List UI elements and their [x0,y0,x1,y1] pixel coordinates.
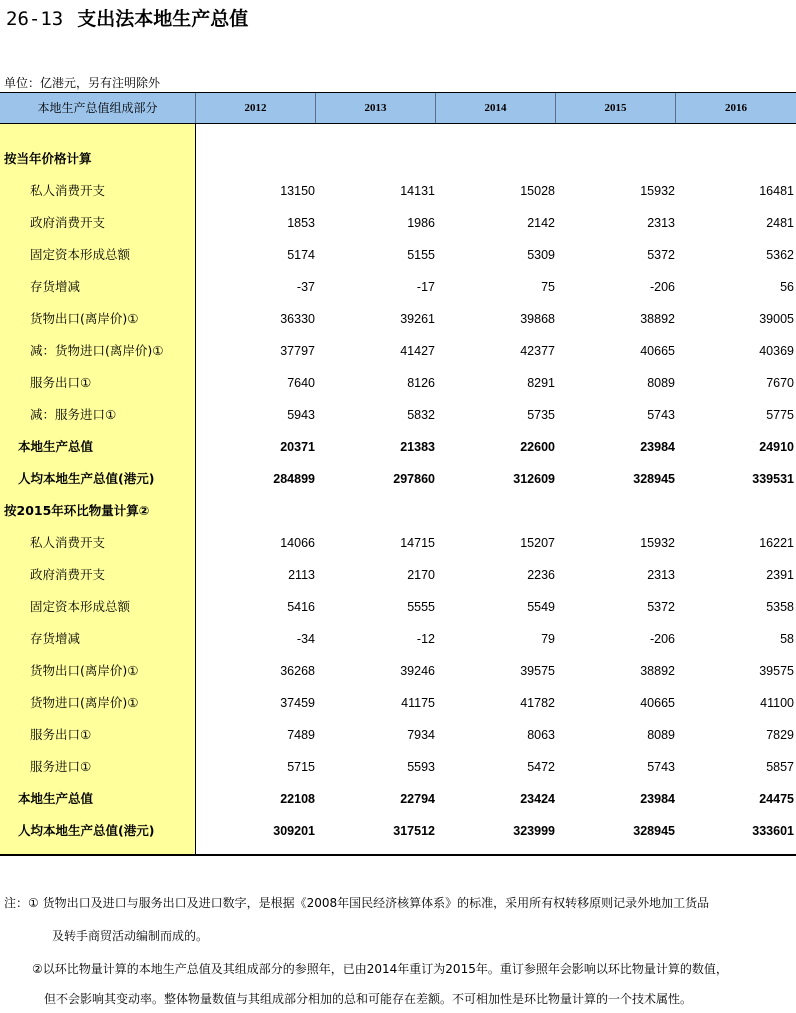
value-cell: 14131 [400,184,435,198]
row-label: 货物出口(离岸价)① [30,663,139,678]
row-label: 本地生产总值 [18,791,94,806]
value-cell: 37797 [280,344,315,358]
value-cell: 58 [780,632,794,646]
value-cell: -34 [296,632,315,646]
value-cell: 5174 [287,248,315,262]
section-row [0,143,796,175]
value-cell: 5943 [287,408,315,422]
header-label: 本地生产总值组成部分 [37,101,158,115]
table-header [0,93,796,124]
value-cell: 22108 [280,792,315,806]
value-cell: 7489 [287,728,315,742]
value-cell: 317512 [393,824,435,838]
section-row [0,495,796,527]
table-row [0,527,796,559]
value-cell: 38892 [640,664,675,678]
header-year-2016: 2016 [675,93,796,123]
value-cell: 328945 [633,824,675,838]
value-cell: 7829 [766,728,794,742]
value-cell: 5743 [647,408,675,422]
value-cell: 2313 [647,216,675,230]
value-cell: 1986 [407,216,435,230]
value-cell: 8291 [527,376,555,390]
value-cell: 40665 [640,696,675,710]
page-title [6,4,248,34]
value-cell: 5309 [527,248,555,262]
value-cell: 15207 [520,536,555,550]
table-row [0,559,796,591]
value-cell: 41427 [400,344,435,358]
table-row [0,335,796,367]
value-cell: 14066 [280,536,315,550]
table-row [0,367,796,399]
value-cell: 39246 [400,664,435,678]
table-row [0,431,796,463]
value-cell: 75 [541,280,555,294]
value-cell: 8089 [647,728,675,742]
value-cell: 15028 [520,184,555,198]
table-title: 支出法本地生产总值 [77,8,249,30]
value-cell: 13150 [280,184,315,198]
value-cell: 39575 [759,664,794,678]
value-cell: 5555 [407,600,435,614]
value-cell: 2142 [527,216,555,230]
table-row [0,271,796,303]
value-cell: 8126 [407,376,435,390]
value-cell: -17 [416,280,435,294]
value-cell: -12 [416,632,435,646]
value-cell: 15932 [640,184,675,198]
table-row [0,463,796,495]
row-label: 减：服务进口① [30,407,117,422]
value-cell: 1853 [287,216,315,230]
table-row [0,815,796,847]
value-cell: 24475 [759,792,794,806]
header-year-2013: 2013 [315,93,435,123]
row-label: 人均本地生产总值(港元) [18,471,155,486]
value-cell: 328945 [633,472,675,486]
value-cell: 5358 [766,600,794,614]
value-cell: 5416 [287,600,315,614]
value-cell: 16221 [759,536,794,550]
row-label: 存货增减 [30,631,81,646]
value-cell: 2113 [288,568,315,582]
value-cell: 5715 [287,760,315,774]
row-label: 政府消费开支 [30,215,106,230]
value-cell: 312609 [513,472,555,486]
value-cell: 5857 [766,760,794,774]
value-cell: 2170 [407,568,435,582]
row-label: 存货增减 [30,279,81,294]
value-cell: 23984 [640,440,675,454]
table-row [0,591,796,623]
footnote-1-line-1: 注：① 货物出口及进口与服务出口及进口数字，是根据《2008年国民经济核算体系》的标准，采用所有权转移原则记录外地加工货品 [4,896,710,910]
value-cell: 8089 [647,376,675,390]
value-cell: 2481 [766,216,794,230]
table-row [0,623,796,655]
table-row [0,399,796,431]
unit-note: 单位：亿港元，另有注明除外 [4,76,161,90]
value-cell: 5735 [527,408,555,422]
value-cell: 8063 [527,728,555,742]
value-cell: 41782 [520,696,555,710]
value-cell: -206 [649,280,675,294]
value-cell: 23424 [520,792,555,806]
footnote-2-line-1: ②以环比物量计算的本地生产总值及其组成部分的参照年，已由2014年重订为2015年。重订参照年会影响以环比物量计算的数值， [32,962,728,976]
row-label: 服务出口① [30,727,92,742]
row-label: 政府消费开支 [30,567,106,582]
footnote-1-line-2: 及转手商贸活动编制而成的。 [52,929,209,943]
value-cell: 2236 [527,568,555,582]
value-cell: 37459 [280,696,315,710]
header-year-2014: 2014 [435,93,555,123]
value-cell: 7934 [407,728,435,742]
value-cell: 5372 [647,600,675,614]
row-label: 固定资本形成总额 [30,599,131,614]
value-cell: 36330 [280,312,315,326]
value-cell: 5362 [766,248,794,262]
table-row [0,719,796,751]
gdp-table [0,92,796,856]
row-label: 货物出口(离岸价)① [30,311,139,326]
table-row [0,751,796,783]
table-row [0,655,796,687]
value-cell: 16481 [759,184,794,198]
value-cell: 2313 [647,568,675,582]
header-year-2015: 2015 [555,93,675,123]
value-cell: 22600 [520,440,555,454]
value-cell: 15932 [640,536,675,550]
table-row [0,783,796,815]
value-cell: 2391 [766,568,794,582]
row-label: 人均本地生产总值(港元) [18,823,155,838]
value-cell: 24910 [759,440,794,454]
value-cell: 40369 [759,344,794,358]
value-cell: 323999 [513,824,555,838]
row-label: 私人消费开支 [30,535,106,550]
row-label: 私人消费开支 [30,183,106,198]
value-cell: 14715 [400,536,435,550]
value-cell: 41175 [401,696,435,710]
value-cell: 79 [541,632,555,646]
row-label: 服务进口① [30,759,92,774]
row-label: 服务出口① [30,375,92,390]
row-label: 本地生产总值 [18,439,94,454]
value-cell: 339531 [752,472,794,486]
row-label: 货物进口(离岸价)① [30,695,139,710]
value-cell: 5775 [766,408,794,422]
value-cell: 7670 [766,376,794,390]
value-cell: -206 [649,632,675,646]
value-cell: 7640 [287,376,315,390]
value-cell: 5472 [527,760,555,774]
value-cell: 333601 [752,824,794,838]
value-cell: 284899 [273,472,315,486]
value-cell: 21383 [400,440,435,454]
value-cell: 38892 [640,312,675,326]
value-cell: 41100 [760,696,794,710]
table-row [0,687,796,719]
section-heading: 按2015年环比物量计算② [4,503,150,518]
value-cell: 39005 [759,312,794,326]
value-cell: 39575 [520,664,555,678]
value-cell: 39261 [400,312,435,326]
value-cell: 56 [780,280,794,294]
value-cell: 20371 [280,440,315,454]
value-cell: 40665 [640,344,675,358]
value-cell: -37 [296,280,315,294]
table-row [0,239,796,271]
footnote-2-line-2: 但不会影响其变动率。整体物量数值与其组成部分相加的总和可能存在差额。不可相加性是环比物量计算的一个技术属性。 [44,992,693,1006]
value-cell: 42377 [520,344,555,358]
value-cell: 5155 [407,248,435,262]
table-number: 26-13 [6,8,64,30]
value-cell: 5743 [647,760,675,774]
value-cell: 297860 [393,472,435,486]
value-cell: 22794 [400,792,435,806]
table-row [0,207,796,239]
value-cell: 23984 [640,792,675,806]
value-cell: 5372 [647,248,675,262]
value-cell: 5549 [527,600,555,614]
value-cell: 5832 [407,408,435,422]
table-row [0,175,796,207]
value-cell: 5593 [407,760,435,774]
value-cell: 36268 [280,664,315,678]
section-heading: 按当年价格计算 [4,151,92,166]
value-cell: 39868 [520,312,555,326]
row-label: 减：货物进口(离岸价)① [30,343,164,358]
value-cell: 309201 [273,824,315,838]
table-row [0,303,796,335]
header-year-2012: 2012 [195,93,315,123]
row-label: 固定资本形成总额 [30,247,131,262]
